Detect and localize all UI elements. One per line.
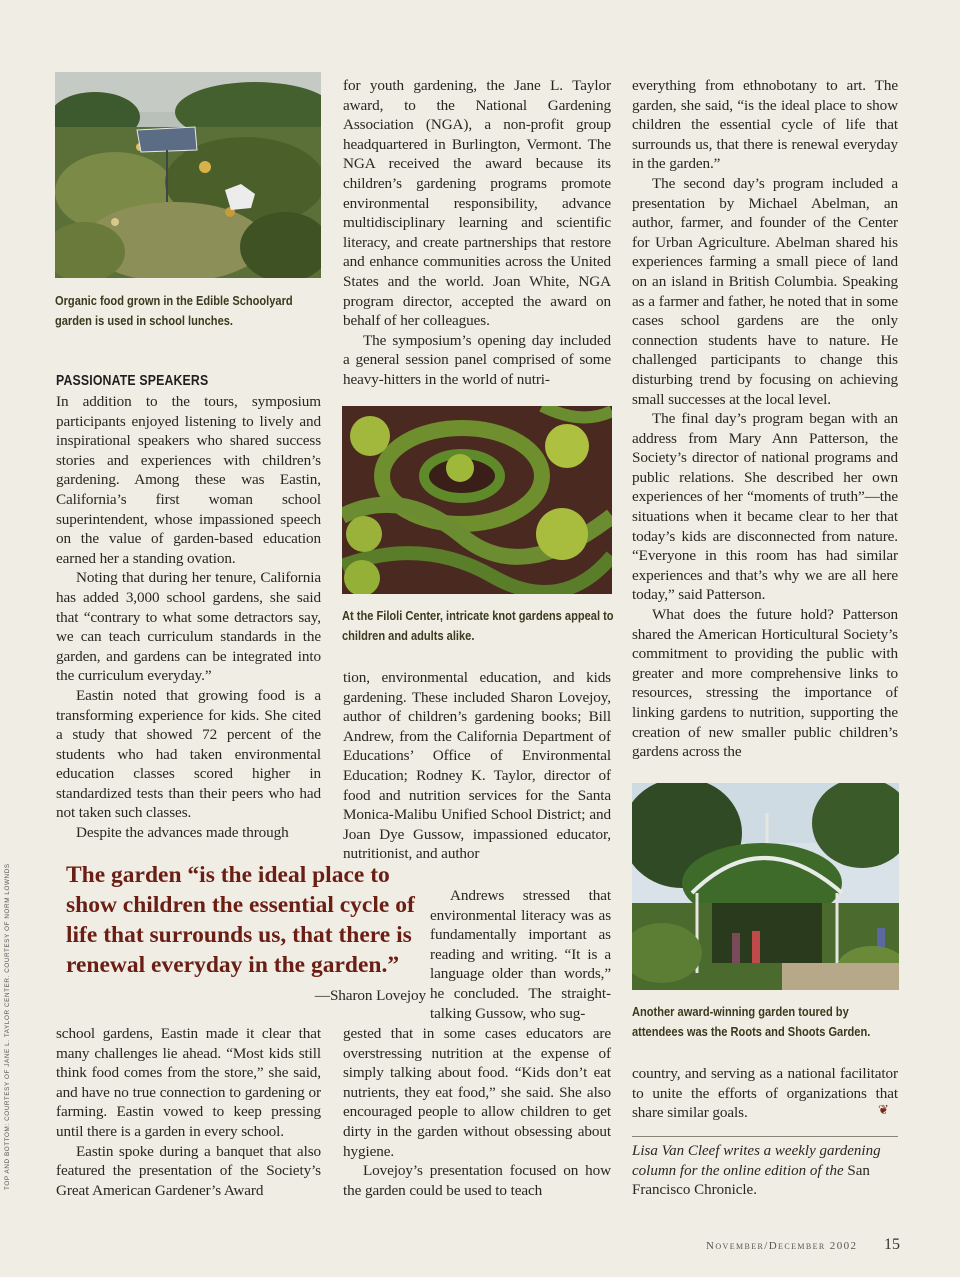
author-bio-publication: San Francisco Chronicle. bbox=[632, 1162, 870, 1199]
col3-paragraph-1: everything from ethnobotany to art. The garden, she said, “is the ideal place to show children the essential cycle of life that surrounds us, that there is renewal everyday in the garden.” bbox=[632, 77, 898, 173]
col3-paragraph-3: The final day’s program began with an address from Mary Ann Patterson, the Society’s director of national programs and public relations. She described her own experiences of her “moments of truth”—the situations when it became clear to her that today’s kids are disconnected from nature. “Everyone in this room has had similar experiences and that’s why we are all here today,” said Patterson. bbox=[632, 410, 898, 604]
col1-paragraph-5: Eastin spoke during a banquet that also featured the presentation of the Society’s Great American Gardener’s Award bbox=[56, 1142, 321, 1199]
caption-photo-1: Organic food grown in the Edible Schoolyard garden is used in school lunches. bbox=[55, 294, 293, 328]
photo-credit: TOP AND BOTTOM: COURTESY OF JANE L. TAYLOR CENTER. COURTESY OF NORM LOWNDS bbox=[4, 863, 11, 1190]
col1-paragraph-2: Noting that during her tenure, California has added 3,000 school gardens, she said that “contrary to what some detractors say, we can teach curriculum standards in the garden, and gardens can be integrated into the curriculum everyday.” bbox=[56, 569, 321, 685]
col2-paragraph-1: for youth gardening, the Jane L. Taylor award, to the National Gardening Association (NGA), a non-profit group headquartered in Burlington, Vermont. The NGA received the award because its children’s gardening programs promote environmental responsibility, advance multidisciplinary learning and scientific literacy, and create partnerships that restore and enhance communities across the United States and the world. Joan White, NGA program director, accepted the award on behalf of her colleagues. bbox=[343, 77, 611, 330]
photo-edible-schoolyard bbox=[55, 72, 321, 278]
col1-paragraph-4b: school gardens, Eastin made it clear that many challenges lie ahead. “Most kids still think food comes from the store,” she said, and have no true connection to gardening or farming. Eastin vowed to keep pressing until there is a garden in every school. bbox=[56, 1025, 321, 1140]
photo-roots-and-shoots bbox=[632, 783, 899, 990]
garden-photo-image bbox=[55, 72, 321, 278]
issue-date: November/December 2002 bbox=[706, 1240, 858, 1252]
col2-paragraph-3b: gested that in some cases educators are overstressing nutrition at the expense of simply talking about food. “Kids don’t eat nutrients, they eat food,” she said. She also encouraged people to allow children to get dirty in the garden without obsessing about hygiene. bbox=[343, 1025, 611, 1160]
col2-paragraph-2b: tion, environmental education, and kids gardening. These included Sharon Lovejoy, author of children’s gardening books; Bill Andrew, from the California Department of Educations’ Office of Environmental Education; Rodney K. Taylor, director of food and nutrition services for the Santa Monica-Malibu Unified School District; and Joan Dye Gussow, impassioned educator, nutritionist, and author bbox=[343, 669, 611, 863]
pull-quote: The garden “is the ideal place to show children the essential cycle of life that surrounds us, that there is renewal everyday in the garden.” bbox=[66, 862, 415, 978]
column-3-upper bbox=[632, 76, 898, 762]
end-ornament-icon: ❦ bbox=[878, 1102, 889, 1117]
column-1-lower bbox=[56, 1024, 321, 1200]
col2-paragraph-4: Lovejoy’s presentation focused on how the garden could be used to teach bbox=[343, 1162, 611, 1199]
column-2-middle bbox=[343, 668, 611, 864]
col3-paragraph-5: country, and serving as a national facilitator to unite the efforts of organizations that share similar goals. bbox=[632, 1065, 898, 1122]
col2-paragraph-2a: The symposium’s opening day included a general session panel comprised of some heavy-hitters in the world of nutri- bbox=[343, 331, 611, 388]
roots-shoots-image bbox=[632, 783, 899, 990]
section-subhead: PASSIONATE SPEAKERS bbox=[56, 372, 209, 389]
pull-quote-attribution: —Sharon Lovejoy bbox=[314, 987, 426, 1004]
author-bio bbox=[632, 1142, 900, 1201]
col2-paragraph-3: Andrews stressed that environmental literacy was as fundamentally important as reading and writing. “It is a language older than words,” he concluded. The straight-talking Gussow, who sug- bbox=[430, 887, 611, 1022]
column-3-lower bbox=[632, 1064, 898, 1123]
col1-paragraph-4a: Despite the advances made through bbox=[76, 824, 289, 842]
column-1-upper bbox=[56, 392, 321, 843]
author-bio-text: Lisa Van Cleef writes a weekly gardening column for the online edition of the bbox=[632, 1143, 881, 1179]
knot-garden-image bbox=[342, 406, 612, 594]
caption-photo-3: Another award-winning garden toured by attendees was the Roots and Shoots Garden. bbox=[632, 1005, 871, 1039]
col3-paragraph-4: What does the future hold? Patterson shared the American Horticultural Society’s commitment to providing the public with greater and more comprehensive links to resources, stressing the importance of linking gardens to nutrition, supporting the creation of new smaller public children’s gardens across the bbox=[632, 606, 898, 761]
column-2-wrapped bbox=[430, 886, 611, 1023]
bio-divider bbox=[632, 1136, 898, 1137]
column-2-upper bbox=[343, 76, 611, 390]
column-2-lower bbox=[343, 1024, 611, 1200]
caption-photo-2: At the Filoli Center, intricate knot gardens appeal to children and adults alike. bbox=[342, 609, 614, 643]
page-number: 15 bbox=[884, 1236, 900, 1253]
col1-paragraph-3: Eastin noted that growing food is a transforming experience for kids. She cited a study that showed 72 percent of the students who had taken environmental education classes scored higher in standardized tests than their peers who had not taken such classes. bbox=[56, 686, 321, 822]
col3-paragraph-2: The second day’s program included a presentation by Michael Abelman, an author, farmer, and founder of the Center for Urban Agriculture. Abelman shared his experiences farming a small piece of land on an island in British Columbia. Speaking as a farmer and father, he noted that in some cases school gardens are the only connection students have to nature. He challenged participants to change this disturbing trend by focusing on achieving small successes at the local level. bbox=[632, 174, 898, 408]
col1-paragraph-1: In addition to the tours, symposium participants enjoyed listening to lively and inspirational speakers who shared success stories and experiences with children’s gardening. Among these was Eastin, California’s first woman school superintendent, whose impassioned speech on the value of garden-based education earned her a standing ovation. bbox=[56, 393, 321, 567]
photo-knot-garden bbox=[342, 406, 612, 594]
